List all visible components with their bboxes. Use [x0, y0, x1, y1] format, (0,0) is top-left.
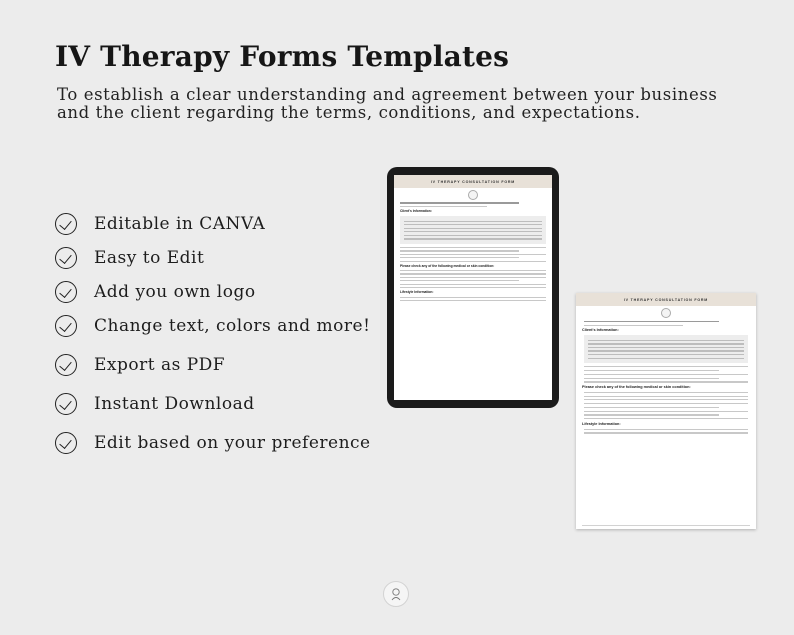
form-header: IV THERAPY CONSULTATION FORM	[394, 175, 552, 188]
check-circle-icon	[55, 315, 77, 337]
tablet-mockup	[387, 167, 559, 408]
form-section-label: Lifestyle Information:	[582, 421, 621, 426]
feature-item	[55, 246, 204, 270]
check-circle-icon	[55, 247, 77, 269]
form-header: IV THERAPY CONSULTATION FORM	[576, 293, 756, 306]
check-circle-icon	[55, 213, 77, 235]
feature-item	[55, 392, 255, 416]
feature-label: Instant Download	[94, 394, 255, 414]
feature-item	[55, 431, 371, 455]
check-circle-icon	[55, 432, 77, 454]
form-logo-icon	[468, 190, 478, 200]
paper-form-preview	[576, 293, 756, 529]
feature-label: Export as PDF	[94, 355, 226, 375]
check-circle-icon	[55, 281, 77, 303]
page-subtitle: To establish a clear understanding and agreement between your business and the client regarding the terms, conditions, and expectations.	[57, 85, 718, 122]
feature-label: Edit based on your preference	[94, 433, 371, 453]
form-section-label: Client's Information:	[400, 209, 432, 214]
check-circle-icon	[55, 393, 77, 415]
page-title: IV Therapy Forms Templates	[55, 40, 510, 73]
form-section-label: Lifestyle Information:	[400, 290, 434, 295]
feature-item	[55, 314, 370, 338]
form-logo-icon	[661, 308, 671, 318]
check-circle-icon	[55, 354, 77, 376]
form-section-label: Please check any of the following medical or skin condition:	[400, 263, 495, 268]
brand-mark-icon	[389, 586, 403, 602]
feature-label: Easy to Edit	[94, 248, 205, 268]
brand-logo	[383, 581, 409, 607]
feature-item	[55, 353, 225, 377]
feature-label: Change text, colors and more!	[94, 316, 371, 336]
form-section-label: Please check any of the following medical or skin condition:	[582, 385, 691, 390]
feature-label: Editable in CANVA	[94, 214, 266, 234]
feature-label: Add you own logo	[94, 282, 256, 302]
form-section-label: Client's Information:	[582, 328, 619, 333]
tablet-form-preview	[394, 175, 552, 400]
feature-item	[55, 212, 265, 236]
feature-item	[55, 280, 256, 304]
